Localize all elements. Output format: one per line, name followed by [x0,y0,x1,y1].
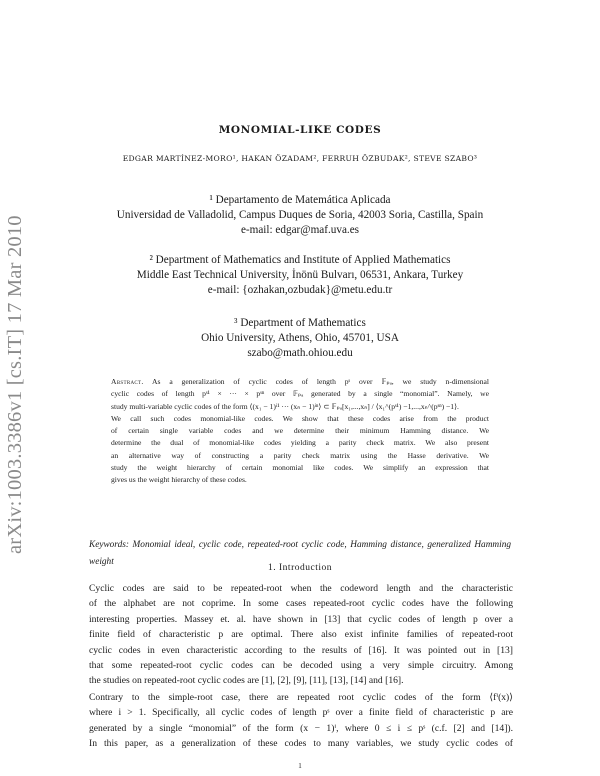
paragraph-2 [89,690,513,752]
affiliation-line: ² Department of Mathematics and Institute of Applied Mathematics [149,254,451,266]
abstract-line: cyclic codes of length pˢ¹ × ··· × pˢⁿ over 𝔽ₚₐ generated by a single “monomial”. Namely, we [111,389,489,399]
abstract-line: study the weight hierarchy of certain monomial like codes. We simplify an expression that [111,463,489,473]
abstract-label: Abstract. [111,377,144,386]
body-line: where i > 1. Specifically, all cyclic codes of length pˢ over a finite field of characteristic p are [89,707,513,719]
body-line: finite field of characteristic p are optimal. There also exist infinite families of repeated-root [89,629,513,641]
abstract-line: determine the dual of monomial-like codes yielding a parity check matrix. We also present [111,438,489,448]
affiliation-line: Middle East Technical University, İnönü Bulvarı, 06531, Ankara, Turkey [136,269,464,281]
affiliation-email: e-mail: {ozhakan,ozbudak}@metu.edu.tr [207,284,393,296]
abstract-line: study multi-variable cyclic codes of the form ⟨(x₁ − 1)ⁱ¹ ··· (xₙ − 1)ⁱⁿ⟩ ⊂ 𝔽ₚₐ[x₁,...,xₙ] / ⟨x₁^(pˢ¹) −1,...,xₙ^(pˢⁿ) −1⟩. [111,401,459,411]
abstract-line: gives us the weight hierarchy of these codes. [111,475,247,485]
abstract-line: of certain single variable codes and we determine their minimum Hamming distance. We [111,426,489,436]
body-line: In this paper, as a generalization of these codes to many variables, we study cyclic codes of [89,738,513,750]
abstract-line: We call such codes monomial-like codes. We show that these codes arise from the product [111,413,489,423]
body-line: of the alphabet are not coprime. In some cases repeated-root cyclic codes have the following [89,598,513,610]
affiliation-line: ¹ Departamento de Matemática Aplicada [209,194,391,206]
body-line: Cyclic codes are said to be repeated-root when the codeword length and the characteristic [89,583,513,594]
author-list: EDGAR MARTÍNEZ-MORO¹, HAKAN ÖZADAM², FERRUH ÖZBUDAK², STEVE SZABO³ [122,154,478,163]
abstract-line: an alternative way of constructing a parity check matrix using the Hasse derivative. We [111,450,489,460]
affiliation-email: szabo@math.ohiou.edu [247,347,353,359]
body-line: cyclic codes in even characteristic according to the results of [16]. It was pointed out in [13] [89,644,513,656]
keywords-text: Monomial ideal, cyclic code, repeated-root cyclic code, Hamming distance, generalized Hamming weight [89,540,512,567]
abstract [111,376,489,487]
affiliation-email: e-mail: edgar@maf.uva.es [240,224,360,236]
affiliation-line: Universidad de Valladolid, Campus Duques de Soria, 42003 Soria, Castilla, Spain [116,209,484,221]
affiliation-line: Ohio University, Athens, Ohio, 45701, USA [201,332,399,344]
keywords-label: Keywords: [89,540,129,550]
arxiv-stamp: arXiv:1003.3386v1 [cs.IT] 17 Mar 2010 [4,215,26,554]
body-line: Contrary to the simple-root case, there are repeated root cyclic codes of the form ⟨fⁱ(x)⟩ [89,692,513,703]
paragraph-1 [89,581,513,689]
affiliation-line: ³ Department of Mathematics [234,317,366,329]
affiliation-3 [0,316,600,361]
affiliation-1 [0,193,600,238]
body-line: generated by a single “monomial” of the form (x − 1)ⁱ, where 0 ≤ i ≤ pˢ (c.f. [2] and [14]). [89,722,513,734]
paper-title: MONOMIAL-LIKE CODES [218,124,382,136]
abstract-line: Abstract. As a generalization of cyclic codes of length pˢ over 𝔽ₚₐ, we study n-dimensional [111,377,489,386]
body-line: interesting properties. Massey et. al. have shown in [13] that cyclic codes of length p over a [89,613,513,625]
section-heading: 1. Introduction [268,563,332,573]
page-number: 1 [298,762,302,770]
body-line: the studies on repeated-root cyclic codes are [1], [2], [9], [11], [13], [14] and [16]. [89,675,404,687]
affiliation-2 [0,253,600,298]
body-line: that some repeated-root cyclic codes can be decoded using a very simple circuitry. Among [89,659,513,671]
